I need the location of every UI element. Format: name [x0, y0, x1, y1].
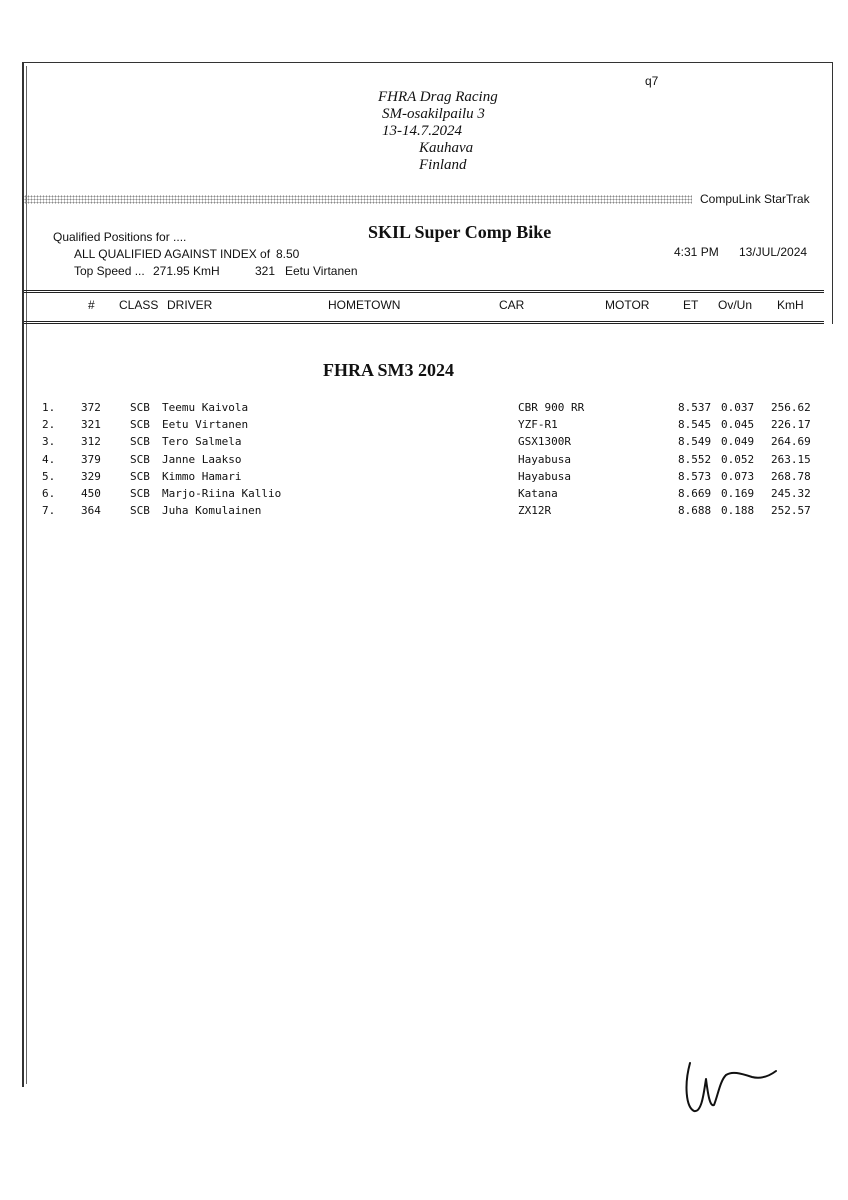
row-kmh: 263.15 — [771, 452, 811, 466]
index-label: ALL QUALIFIED AGAINST INDEX of — [74, 247, 271, 261]
row-driver: Marjo-Riina Kallio — [162, 487, 282, 500]
row-kmh: 264.69 — [771, 435, 811, 449]
col-hometown-header: HOMETOWN — [328, 298, 401, 312]
table-row — [0, 418, 848, 435]
row-et: 8.573 — [678, 469, 712, 483]
row-car: YZF-R1 — [518, 418, 558, 432]
report-date: 13/JUL/2024 — [739, 245, 808, 259]
row-position: 4. — [42, 452, 56, 466]
page-code: q7 — [645, 74, 659, 88]
table-row — [0, 453, 848, 470]
row-class: SCB — [130, 504, 150, 518]
row-class: SCB — [130, 418, 150, 432]
top-speed-value: 271.95 KmH — [153, 264, 220, 278]
col-car-header: CAR — [499, 298, 525, 312]
row-number: 372 — [81, 401, 101, 414]
top-speed-number: 321 — [255, 264, 276, 278]
table-row — [0, 504, 848, 521]
report-time: 4:31 PM — [674, 245, 719, 259]
row-number: 312 — [81, 435, 101, 449]
col-class-header: CLASS — [119, 298, 159, 312]
row-driver: Eetu Virtanen — [162, 418, 249, 432]
system-label: CompuLink StarTrak — [700, 192, 810, 206]
row-kmh: 226.17 — [771, 418, 811, 432]
row-driver: Janne Laakso — [162, 452, 242, 466]
table-row — [0, 470, 848, 487]
table-row — [0, 435, 848, 452]
col-et-header: ET — [683, 298, 699, 312]
row-et: 8.545 — [678, 418, 712, 432]
row-ovun: 0.049 — [721, 435, 755, 449]
header-rule-bottom-2 — [24, 323, 824, 324]
top-speed-label: Top Speed ... — [74, 264, 145, 278]
table-row — [0, 401, 848, 418]
frame-left-inner-line — [26, 66, 27, 1084]
row-kmh: 268.78 — [771, 469, 811, 483]
row-ovun: 0.037 — [721, 401, 755, 414]
row-kmh: 245.32 — [771, 487, 811, 500]
row-car: GSX1300R — [518, 435, 571, 449]
event-country: Finland — [419, 157, 467, 173]
row-et: 8.688 — [678, 504, 712, 518]
row-car: ZX12R — [518, 504, 552, 518]
row-position: 3. — [42, 435, 56, 449]
row-driver: Juha Komulainen — [162, 504, 262, 518]
row-kmh: 256.62 — [771, 401, 811, 414]
row-number: 364 — [81, 504, 101, 518]
col-ovun-header: Ov/Un — [718, 298, 753, 312]
signature-mark — [680, 1055, 790, 1120]
row-number: 321 — [81, 418, 101, 432]
row-driver: Kimmo Hamari — [162, 469, 242, 483]
qualified-label: Qualified Positions for .... — [53, 230, 187, 244]
event-org: FHRA Drag Racing — [378, 89, 498, 105]
frame-right-line — [832, 62, 833, 324]
row-position: 2. — [42, 418, 56, 432]
header-rule-top-2 — [24, 292, 824, 293]
header-rule-top — [24, 290, 824, 291]
row-et: 8.549 — [678, 435, 712, 449]
header-rule-bottom — [24, 321, 824, 322]
row-car: CBR 900 RR — [518, 401, 585, 414]
row-et: 8.669 — [678, 487, 712, 500]
event-city: Kauhava — [419, 140, 474, 156]
row-number: 329 — [81, 469, 101, 483]
row-position: 7. — [42, 504, 56, 518]
row-position: 5. — [42, 469, 56, 483]
row-position: 6. — [42, 487, 56, 500]
class-title: SKIL Super Comp Bike — [368, 222, 552, 242]
row-ovun: 0.073 — [721, 469, 755, 483]
row-number: 379 — [81, 452, 101, 466]
row-class: SCB — [130, 452, 150, 466]
index-value: 8.50 — [276, 247, 300, 261]
dotted-separator — [24, 195, 692, 204]
row-driver: Teemu Kaivola — [162, 401, 249, 414]
row-ovun: 0.052 — [721, 452, 755, 466]
row-car: Katana — [518, 487, 558, 500]
row-kmh: 252.57 — [771, 504, 811, 518]
row-et: 8.552 — [678, 452, 712, 466]
top-speed-driver: Eetu Virtanen — [285, 264, 358, 278]
row-position: 1. — [42, 401, 56, 414]
row-class: SCB — [130, 435, 150, 449]
row-ovun: 0.169 — [721, 487, 755, 500]
row-class: SCB — [130, 487, 150, 500]
row-car: Hayabusa — [518, 469, 571, 483]
section-title: FHRA SM3 2024 — [323, 360, 455, 380]
row-number: 450 — [81, 487, 101, 500]
row-ovun: 0.188 — [721, 504, 755, 518]
col-kmh-header: KmH — [777, 298, 804, 312]
row-class: SCB — [130, 469, 150, 483]
row-car: Hayabusa — [518, 452, 571, 466]
event-dates: 13-14.7.2024 — [382, 123, 462, 139]
table-row — [0, 487, 848, 504]
col-num-header: # — [88, 298, 95, 312]
col-driver-header: DRIVER — [167, 298, 213, 312]
row-driver: Tero Salmela — [162, 435, 242, 449]
event-series: SM-osakilpailu 3 — [382, 106, 485, 122]
frame-left-line — [22, 62, 24, 1087]
row-ovun: 0.045 — [721, 418, 755, 432]
frame-top-line — [22, 62, 832, 63]
col-motor-header: MOTOR — [605, 298, 650, 312]
row-et: 8.537 — [678, 401, 712, 414]
row-class: SCB — [130, 401, 150, 414]
